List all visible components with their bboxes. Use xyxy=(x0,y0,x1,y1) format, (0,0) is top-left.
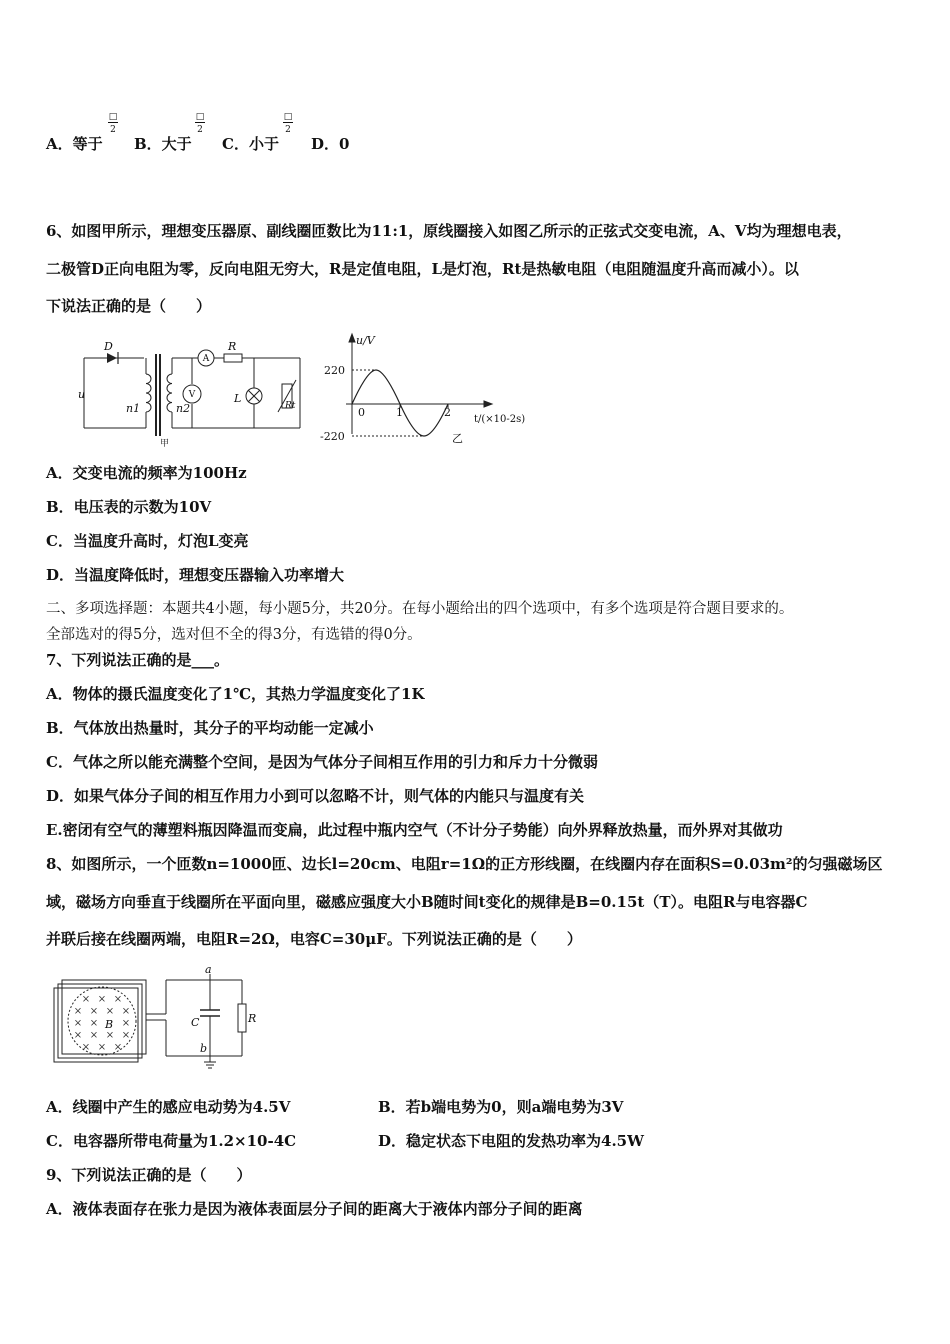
svg-text:×: × xyxy=(105,1030,115,1041)
q5-frac-num-c: □ xyxy=(283,112,293,122)
q7-stem: 7、下列说法正确的是___。 xyxy=(46,651,229,669)
y-axis-label: u/V xyxy=(356,334,375,347)
q6-stem-line1: 6、如图甲所示，理想变压器原、副线圈匝数比为11:1，原线圈接入如图乙所示的正弦式交变电流，A、V均为理想电表， xyxy=(46,222,852,240)
field-crosses xyxy=(74,994,130,1053)
label-v: V xyxy=(188,390,196,400)
q9-stem: 9、下列说法正确的是（ ） xyxy=(46,1166,252,1184)
q7-option-d: D．如果气体分子间的相互作用力小到可以忽略不计，则气体的内能只与温度有关 xyxy=(46,787,585,805)
label-a: A xyxy=(202,354,210,364)
svg-text:×: × xyxy=(81,1042,91,1053)
q6-option-b: B．电压表的示数为10V xyxy=(46,498,212,516)
q7-option-e: E.密闭有空气的薄塑料瓶因降温而变扁，此过程中瓶内空气（不计分子势能）向外界释放热量，而外界对其做功 xyxy=(46,821,783,839)
label-rt: Rt xyxy=(285,401,296,411)
q5-option-c: C．小于 xyxy=(222,135,279,153)
q6-figure-sine-graph xyxy=(316,330,542,448)
label-b-field: B xyxy=(105,1018,114,1031)
svg-text:×: × xyxy=(97,1042,107,1053)
label-d: D xyxy=(104,340,113,353)
x-tick-2: 2 xyxy=(444,406,451,419)
resistor xyxy=(238,1004,246,1032)
y-tick-neg220: -220 xyxy=(320,430,345,443)
svg-text:×: × xyxy=(73,1030,83,1041)
label-u: u xyxy=(78,388,86,401)
x-tick-1: 1 xyxy=(396,406,403,419)
svg-text:×: × xyxy=(73,1006,83,1017)
q8-option-c: C．电容器所带电荷量为1.2×10-4C xyxy=(46,1132,297,1150)
label-b: b xyxy=(200,1042,208,1055)
q8-option-a: A．线圈中产生的感应电动势为4.5V xyxy=(46,1098,291,1116)
x-tick-0: 0 xyxy=(358,406,365,419)
diode xyxy=(107,353,117,363)
q6-option-a: A．交变电流的频率为100Hz xyxy=(46,464,247,482)
q6-figure-transformer-circuit xyxy=(74,336,306,448)
q8-stem-line1: 8、如图所示，一个匝数n=1000匝、边长l=20cm、电阻r=1Ω的正方形线圈，在线圈内存在面积S=0.03m²的匀强磁场区 xyxy=(46,855,883,873)
q5-frac-den-c: 2 xyxy=(285,125,291,135)
q6-stem-line3: 下说法正确的是（ ） xyxy=(46,297,212,315)
label-r: R xyxy=(248,1012,256,1025)
caption-jia: 甲 xyxy=(160,439,170,448)
q5-frac-den-a: 2 xyxy=(110,125,116,135)
svg-text:×: × xyxy=(89,1030,99,1041)
q5-option-b: B．大于 xyxy=(134,135,192,153)
q5-frac-num-b: □ xyxy=(195,112,205,122)
label-l: L xyxy=(234,392,242,405)
section2-line1: 二、多项选择题：本题共4小题，每小题5分，共20分。在每小题给出的四个选项中，有多个选项是符合题目要求的。 xyxy=(46,601,794,617)
q6-option-c: C．当温度升高时，灯泡L变亮 xyxy=(46,532,249,550)
q5-frac-num-a: □ xyxy=(108,112,118,122)
q8-stem-line3: 并联后接在线圈两端，电阻R=2Ω，电容C=30μF。下列说法正确的是（ ） xyxy=(46,930,582,948)
q5-option-a: A．等于 xyxy=(46,135,103,153)
q8-option-d: D．稳定状态下电阻的发热功率为4.5W xyxy=(378,1132,644,1150)
svg-text:×: × xyxy=(113,994,123,1005)
q7-option-a: A．物体的摄氏温度变化了1℃，其热力学温度变化了1K xyxy=(46,685,425,703)
q6-stem-line2: 二极管D正向电阻为零，反向电阻无穷大，R是定值电阻，L是灯泡，Rt是热敏电阻（电阻随温度升高而减小）。以 xyxy=(46,260,799,278)
label-n2: n2 xyxy=(176,402,191,415)
section2-line2: 全部选对的得5分，选对但不全的得3分，有选错的得0分。 xyxy=(46,627,422,643)
q9-option-a: A．液体表面存在张力是因为液体表面层分子间的距离大于液体内部分子间的距离 xyxy=(46,1200,583,1218)
x-axis-label: t/(×10-2s) xyxy=(474,414,526,425)
svg-text:×: × xyxy=(121,1018,131,1029)
y-tick-220: 220 xyxy=(324,364,345,377)
q7-option-b: B．气体放出热量时，其分子的平均动能一定减小 xyxy=(46,719,374,737)
resistor-r xyxy=(224,354,242,362)
label-n1: n1 xyxy=(126,402,141,415)
sine-curve xyxy=(352,370,448,436)
svg-text:×: × xyxy=(97,994,107,1005)
label-a: a xyxy=(205,964,212,976)
svg-text:×: × xyxy=(105,1006,115,1017)
svg-text:×: × xyxy=(81,994,91,1005)
svg-text:×: × xyxy=(89,1006,99,1017)
q8-figure-coil-circuit xyxy=(52,964,256,1076)
q5-option-d: D．0 xyxy=(311,135,350,153)
q7-option-c: C．气体之所以能充满整个空间，是因为气体分子间相互作用的引力和斥力十分微弱 xyxy=(46,753,598,771)
svg-text:×: × xyxy=(113,1042,123,1053)
svg-text:×: × xyxy=(89,1018,99,1029)
label-r: R xyxy=(228,340,237,353)
label-c: C xyxy=(191,1016,200,1029)
q5-frac-den-b: 2 xyxy=(197,125,203,135)
svg-text:×: × xyxy=(121,1030,131,1041)
primary-coil xyxy=(146,374,151,412)
caption-yi: 乙 xyxy=(452,432,463,445)
secondary-coil xyxy=(167,374,172,412)
svg-text:×: × xyxy=(73,1018,83,1029)
q6-option-d: D．当温度降低时，理想变压器输入功率增大 xyxy=(46,566,345,584)
q8-option-b: B．若b端电势为0，则a端电势为3V xyxy=(378,1098,624,1116)
svg-text:×: × xyxy=(121,1006,131,1017)
q8-stem-line2: 域，磁场方向垂直于线圈所在平面向里，磁感应强度大小B随时间t变化的规律是B=0.15t（T）。电阻R与电容器C xyxy=(46,893,808,911)
